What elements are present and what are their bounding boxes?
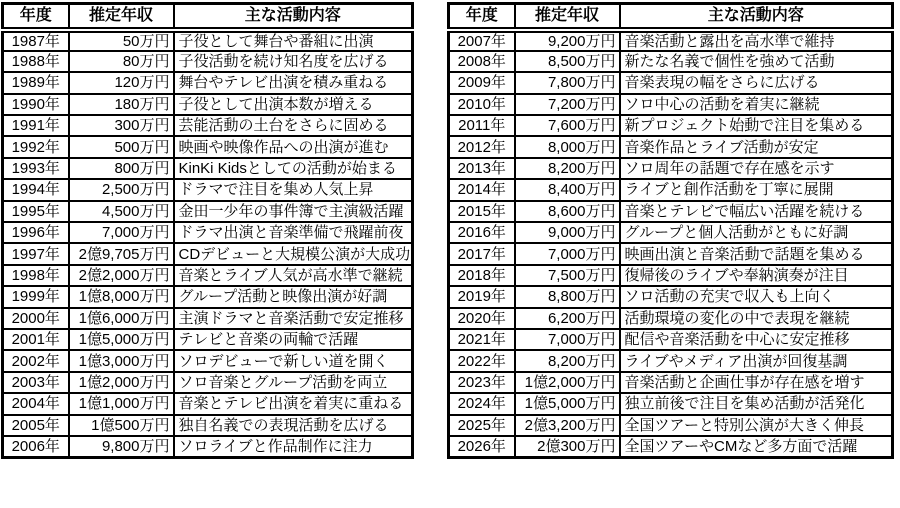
column-header-income: 推定年収 [515,4,620,30]
cell-year: 2001年 [3,329,69,350]
cell-activity: グループ活動と映像出演が好調 [174,286,413,307]
cell-year: 1993年 [3,158,69,179]
cell-income: 8,200万円 [515,350,620,371]
cell-activity: 子役活動を続け知名度を広げる [174,51,413,72]
cell-year: 1994年 [3,179,69,200]
cell-income: 500万円 [69,136,174,157]
table-row [3,286,413,307]
cell-year: 2003年 [3,372,69,393]
cell-year: 2021年 [449,329,515,350]
cell-income: 2億9,705万円 [69,243,174,264]
table-row [3,308,413,329]
table-row [3,415,413,436]
cell-activity: 主演ドラマと音楽活動で安定推移 [174,308,413,329]
cell-year: 2018年 [449,265,515,286]
column-header-activity: 主な活動内容 [174,4,413,30]
cell-income: 7,500万円 [515,265,620,286]
header-row [3,4,413,30]
cell-year: 2010年 [449,94,515,115]
cell-year: 2020年 [449,308,515,329]
table-row [449,51,893,72]
table-row [449,72,893,93]
table-row [3,201,413,222]
cell-activity: 独自名義での表現活動を広げる [174,415,413,436]
cell-income: 1億8,000万円 [69,286,174,307]
cell-income: 2,500万円 [69,179,174,200]
cell-income: 2億3,200万円 [515,415,620,436]
cell-year: 2012年 [449,136,515,157]
column-header-year: 年度 [449,4,515,30]
table-row [3,94,413,115]
cell-activity: 音楽とテレビ出演を着実に重ねる [174,393,413,414]
cell-income: 8,200万円 [515,158,620,179]
table-row [449,436,893,457]
cell-activity: ソロライブと作品制作に注力 [174,436,413,457]
cell-year: 2023年 [449,372,515,393]
cell-income: 120万円 [69,72,174,93]
cell-income: 180万円 [69,94,174,115]
header-row [449,4,893,30]
cell-year: 2016年 [449,222,515,243]
cell-year: 2000年 [3,308,69,329]
cell-year: 2004年 [3,393,69,414]
cell-activity: 金田一少年の事件簿で主演級活躍 [174,201,413,222]
cell-income: 1億1,000万円 [69,393,174,414]
cell-year: 1998年 [3,265,69,286]
cell-activity: ソロ音楽とグループ活動を両立 [174,372,413,393]
table-row [449,372,893,393]
cell-activity: ライブと創作活動を丁寧に展開 [620,179,893,200]
table-row [3,222,413,243]
table-row [449,286,893,307]
cell-activity: 独立前後で注目を集め活動が活発化 [620,393,893,414]
table-row [449,179,893,200]
cell-activity: 舞台やテレビ出演を積み重ねる [174,72,413,93]
cell-income: 1億6,000万円 [69,308,174,329]
cell-year: 2002年 [3,350,69,371]
cell-activity: CDデビューと大規模公演が大成功 [174,243,413,264]
cell-year: 2007年 [449,30,515,51]
column-header-income: 推定年収 [69,4,174,30]
cell-year: 1997年 [3,243,69,264]
table-row [449,350,893,371]
cell-income: 1億2,000万円 [69,372,174,393]
cell-year: 1999年 [3,286,69,307]
cell-year: 2015年 [449,201,515,222]
cell-activity: 芸能活動の土台をさらに固める [174,115,413,136]
table-row [449,158,893,179]
cell-income: 7,200万円 [515,94,620,115]
table-row [449,201,893,222]
cell-year: 1987年 [3,30,69,51]
cell-activity: ライブやメディア出演が回復基調 [620,350,893,371]
cell-activity: 新プロジェクト始動で注目を集める [620,115,893,136]
cell-year: 1995年 [3,201,69,222]
table-row [3,393,413,414]
cell-income: 7,600万円 [515,115,620,136]
cell-year: 1996年 [3,222,69,243]
cell-income: 2億2,000万円 [69,265,174,286]
cell-year: 2024年 [449,393,515,414]
cell-year: 2025年 [449,415,515,436]
table-row [449,222,893,243]
cell-income: 8,000万円 [515,136,620,157]
cell-income: 9,800万円 [69,436,174,457]
table-row [3,436,413,457]
cell-year: 2009年 [449,72,515,93]
table-row [449,415,893,436]
cell-activity: 音楽活動と企画仕事が存在感を増す [620,372,893,393]
cell-income: 8,600万円 [515,201,620,222]
cell-income: 2億300万円 [515,436,620,457]
cell-income: 9,000万円 [515,222,620,243]
table-body [449,30,893,458]
table-row [449,243,893,264]
cell-year: 2022年 [449,350,515,371]
cell-income: 1億5,000万円 [515,393,620,414]
table-row [3,179,413,200]
cell-year: 1988年 [3,51,69,72]
table-row [449,94,893,115]
cell-activity: KinKi Kidsとしての活動が始まる [174,158,413,179]
table-row [3,51,413,72]
cell-activity: 映画出演と音楽活動で話題を集める [620,243,893,264]
cell-activity: 音楽表現の幅をさらに広げる [620,72,893,93]
cell-activity: 子役として出演本数が増える [174,94,413,115]
cell-year: 2011年 [449,115,515,136]
cell-activity: 音楽作品とライブ活動が安定 [620,136,893,157]
cell-income: 800万円 [69,158,174,179]
cell-income: 7,800万円 [515,72,620,93]
cell-income: 4,500万円 [69,201,174,222]
table-row [3,115,413,136]
cell-activity: 復帰後のライブや奉納演奏が注目 [620,265,893,286]
cell-year: 2006年 [3,436,69,457]
table-row [3,265,413,286]
cell-activity: ソロ活動の充実で収入も上向く [620,286,893,307]
cell-activity: 音楽とテレビで幅広い活躍を続ける [620,201,893,222]
table-header [3,4,413,30]
income-table-2007-2026 [447,2,894,459]
column-header-year: 年度 [3,4,69,30]
cell-activity: 活動環境の変化の中で表現を継続 [620,308,893,329]
table-row [449,393,893,414]
column-header-activity: 主な活動内容 [620,4,893,30]
cell-year: 2026年 [449,436,515,457]
cell-activity: ドラマ出演と音楽準備で飛躍前夜 [174,222,413,243]
cell-year: 2014年 [449,179,515,200]
cell-income: 80万円 [69,51,174,72]
cell-year: 2005年 [3,415,69,436]
cell-activity: 新たな名義で個性を強めて活動 [620,51,893,72]
table-row [449,329,893,350]
table-row [449,308,893,329]
cell-income: 300万円 [69,115,174,136]
cell-income: 8,500万円 [515,51,620,72]
cell-year: 1989年 [3,72,69,93]
table-row [449,115,893,136]
cell-income: 6,200万円 [515,308,620,329]
cell-income: 1億2,000万円 [515,372,620,393]
cell-activity: ソロ周年の話題で存在感を示す [620,158,893,179]
cell-activity: 子役として舞台や番組に出演 [174,30,413,51]
table-row [449,136,893,157]
cell-income: 7,000万円 [515,329,620,350]
table-row [3,372,413,393]
cell-income: 50万円 [69,30,174,51]
cell-year: 2019年 [449,286,515,307]
cell-year: 2008年 [449,51,515,72]
cell-year: 1992年 [3,136,69,157]
table-row [449,265,893,286]
cell-year: 1990年 [3,94,69,115]
table-header [449,4,893,30]
income-table-1987-2006 [1,2,414,459]
cell-year: 2017年 [449,243,515,264]
table-row [3,136,413,157]
table-row [3,30,413,51]
cell-activity: グループと個人活動がともに好調 [620,222,893,243]
cell-activity: 全国ツアーやCMなど多方面で活躍 [620,436,893,457]
cell-income: 1億500万円 [69,415,174,436]
cell-income: 9,200万円 [515,30,620,51]
table-body [3,30,413,458]
table-row [3,329,413,350]
cell-activity: 配信や音楽活動を中心に安定推移 [620,329,893,350]
cell-activity: ソロ中心の活動を着実に継続 [620,94,893,115]
cell-activity: 音楽活動と露出を高水準で維持 [620,30,893,51]
cell-year: 2013年 [449,158,515,179]
table-row [3,350,413,371]
cell-activity: 全国ツアーと特別公演が大きく伸長 [620,415,893,436]
cell-income: 1億5,000万円 [69,329,174,350]
cell-activity: テレビと音楽の両輪で活躍 [174,329,413,350]
table-row [3,158,413,179]
cell-income: 7,000万円 [69,222,174,243]
cell-activity: ドラマで注目を集め人気上昇 [174,179,413,200]
cell-activity: ソロデビューで新しい道を開く [174,350,413,371]
cell-activity: 音楽とライブ人気が高水準で継続 [174,265,413,286]
cell-income: 8,800万円 [515,286,620,307]
cell-activity: 映画や映像作品への出演が進む [174,136,413,157]
cell-income: 1億3,000万円 [69,350,174,371]
cell-year: 1991年 [3,115,69,136]
table-row [449,30,893,51]
table-row [3,243,413,264]
table-row [3,72,413,93]
cell-income: 8,400万円 [515,179,620,200]
cell-income: 7,000万円 [515,243,620,264]
